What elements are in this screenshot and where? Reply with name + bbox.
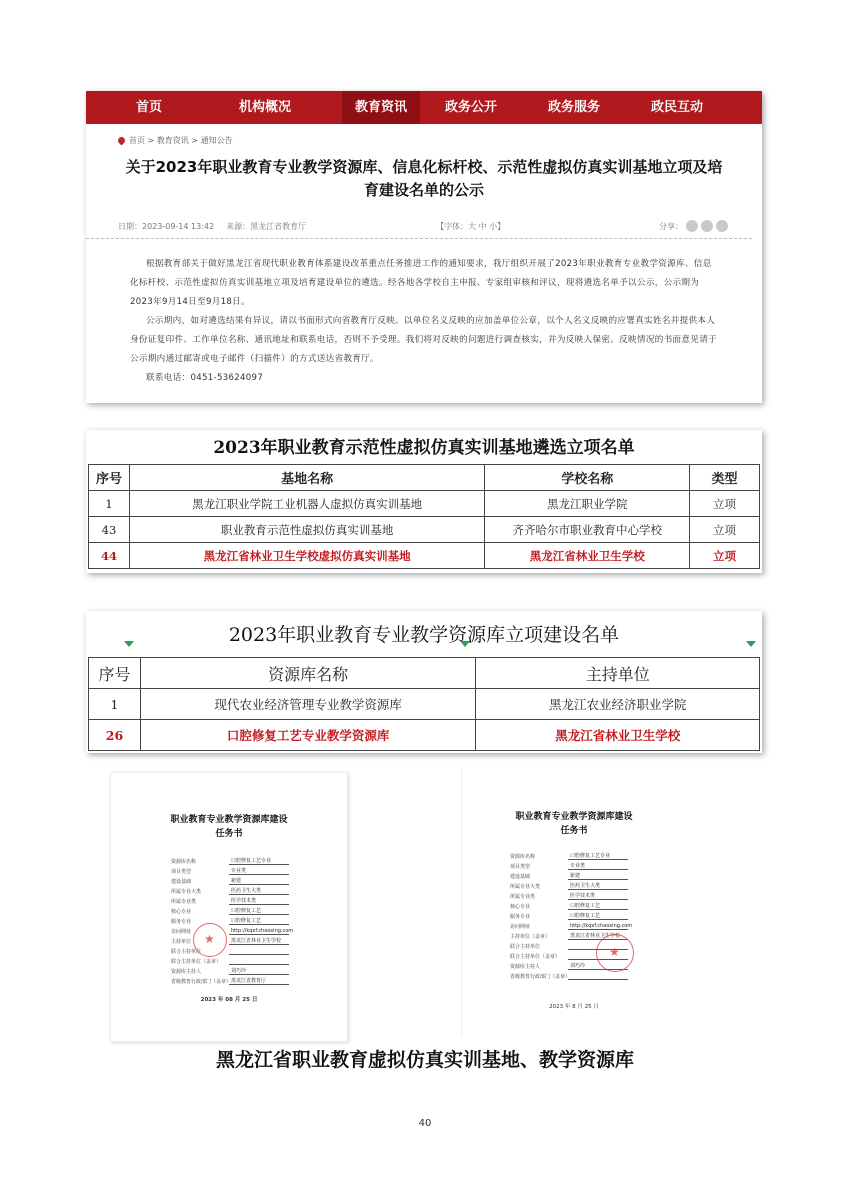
cell: 现代农业经济管理专业教学资源库: [140, 689, 475, 720]
share-icon-2[interactable]: [701, 220, 713, 232]
doc-field-label: 核心专业: [171, 909, 192, 915]
table-row: [89, 689, 760, 720]
doc-title: 职业教育专业教学资源库建设: [515, 812, 633, 822]
table-row-highlighted: [89, 720, 760, 751]
doc-field-label: 资源库主持人: [171, 969, 202, 975]
doc-field-value: 刘巧玲: [229, 967, 289, 975]
doc-field: [510, 970, 686, 980]
doc-field-value: 医药卫生大类: [229, 887, 289, 895]
doc-field: [171, 905, 347, 915]
doc-field: [510, 920, 686, 930]
cell: 黑龙江农业经济职业学院: [476, 689, 760, 720]
col-header: 学校名称: [485, 465, 690, 491]
figure-caption: 黑龙江省职业教育虚拟仿真实训基地、教学资源库: [215, 1049, 634, 1071]
breadcrumb-text[interactable]: 首页 > 教育资讯 > 通知公告: [129, 136, 233, 145]
doc-field-value: 黑龙江省教育厅: [229, 977, 289, 985]
cell: 44: [89, 543, 130, 569]
cell: 齐齐哈尔市职业教育中心学校: [485, 517, 690, 543]
doc-field-label: 访问网址: [171, 929, 192, 935]
doc-field: [171, 915, 347, 925]
doc-field-label: 资源库名称: [510, 854, 536, 860]
doc-field-label: 所属专业大类: [510, 884, 541, 890]
doc-field-value: [229, 964, 289, 965]
doc-field-label: 所属专业大类: [171, 889, 202, 895]
doc-field-label: 访问网址: [510, 924, 531, 930]
font-size-control[interactable]: 【字体：大 中 小】: [436, 221, 506, 231]
doc-field: [510, 890, 686, 900]
doc-field-value: 专业类: [568, 862, 628, 870]
task-document-left: [110, 772, 348, 1042]
doc-field-label: 建设基础: [510, 874, 531, 880]
doc-field: [171, 865, 347, 875]
cell: 黑龙江职业学院工业机器人虚拟仿真实训基地: [129, 491, 484, 517]
article-paragraph: 公示期内，如对遴选结果有异议，请以书面形式向省教育厅反映。以单位名义反映的应加盖单位公章，以个人名义反映的应署真实姓名并提供本人身份证复印件、工作单位名称、通讯地址和联系电话，否则不予受理。我们将对反映的问题进行调查核实，并为反映人保密。反映情况的书面意见请于公示期内通过邮寄或电子邮件（扫描件）的方式送达省教育厅。: [130, 316, 717, 364]
site-nav: [86, 91, 762, 124]
doc-fields: [462, 838, 686, 980]
doc-field: [171, 895, 347, 905]
doc-field: [510, 880, 686, 890]
doc-field-label: 项目类型: [510, 864, 531, 870]
doc-fields: [111, 841, 347, 985]
table-row: [89, 517, 760, 543]
doc-subtitle: 任务书: [560, 826, 588, 836]
doc-field-value: 新建: [229, 877, 289, 885]
cell: 黑龙江职业学院: [485, 491, 690, 517]
nav-home[interactable]: 首页: [136, 100, 163, 115]
table1: [88, 464, 760, 569]
doc-field-label: 主持单位（盖章）: [510, 934, 551, 940]
doc-field-value: 口腔修复工艺专业: [229, 857, 289, 865]
table-row: [89, 491, 760, 517]
nav-services[interactable]: 政务服务: [548, 100, 601, 115]
table-row-highlighted: [89, 543, 760, 569]
doc-field: [171, 875, 347, 885]
doc-field: [510, 860, 686, 870]
nav-news[interactable]: 教育资讯: [342, 91, 420, 124]
article-meta: [86, 202, 752, 239]
cell: 立项: [690, 491, 760, 517]
doc-field-value: 医学技术类: [568, 892, 628, 900]
doc-field-value: [229, 954, 289, 955]
doc-field: [171, 975, 347, 985]
table2-title-bar: [86, 611, 762, 657]
doc-field-value: 专业类: [229, 867, 289, 875]
doc-field-value: 医药卫生大类: [568, 882, 628, 890]
doc-field: [171, 885, 347, 895]
share-icon-1[interactable]: [686, 220, 698, 232]
cell: 26: [89, 720, 141, 751]
location-pin-icon: [117, 136, 127, 146]
doc-field-value: 刘巧玲: [568, 962, 628, 970]
col-header: 类型: [690, 465, 760, 491]
doc-field-value: http://kqxf.chaoxing.com: [231, 928, 294, 934]
page-number: 40: [418, 1118, 432, 1129]
article-contact: 联系电话：0451-53624097: [146, 373, 264, 383]
doc-field-label: 联合主持单位（盖章）: [510, 954, 561, 960]
task-document-right: [461, 766, 686, 1036]
article-source: 来源：黑龙江省教育厅: [226, 221, 307, 231]
cell: 职业教育示范性虚拟仿真实训基地: [129, 517, 484, 543]
article-body: [86, 239, 762, 388]
doc-field-label: 服务专业: [171, 919, 192, 925]
cell: 黑龙江省林业卫生学校: [485, 543, 690, 569]
doc-field-label: 核心专业: [510, 904, 531, 910]
col-header: 资源库名称: [140, 658, 475, 689]
doc-field: [510, 870, 686, 880]
doc-field-label: 所属专业类: [171, 899, 197, 905]
doc-field-label: 资源库主持人: [510, 964, 541, 970]
nav-public-affairs[interactable]: 政务公开: [445, 100, 498, 115]
doc-field-value: 黑龙江省林业卫生学校: [568, 932, 628, 940]
doc-field: [171, 955, 347, 965]
cell: 黑龙江省林业卫生学校: [476, 720, 760, 751]
article-date: 日期：2023-09-14 13:42: [118, 221, 215, 231]
doc-field: [171, 855, 347, 865]
doc-date: 2023 年 08 月 25 日: [200, 997, 258, 1003]
doc-field-value: 新建: [568, 872, 628, 880]
doc-field-value: 口腔修复工艺: [568, 902, 628, 910]
doc-field-label: 资源库名称: [171, 859, 197, 865]
doc-subtitle: 任务书: [215, 829, 243, 839]
doc-field: [510, 900, 686, 910]
col-header: 序号: [89, 658, 141, 689]
filter-arrow-icon[interactable]: [460, 641, 470, 647]
cell: 口腔修复工艺专业教学资源库: [140, 720, 475, 751]
cell: 立项: [690, 517, 760, 543]
doc-field-value: [568, 979, 628, 980]
doc-field: [510, 850, 686, 860]
doc-field-label: 联合主持单位: [510, 944, 541, 950]
doc-field-label: 省级教育行政部门（盖章）: [510, 974, 571, 980]
article-title: 关于2023年职业教育专业教学资源库、信息化标杆校、示范性虚拟仿真实训基地立项及培育建设名单的公示: [125, 158, 723, 199]
doc-field-label: 项目类型: [171, 869, 192, 875]
cell: 1: [89, 689, 141, 720]
cell: 43: [89, 517, 130, 543]
table2-header-row: [89, 658, 760, 689]
doc-field-value: 口腔修复工艺: [229, 907, 289, 915]
cell: 1: [89, 491, 130, 517]
table2: [88, 657, 760, 751]
doc-field-value: http://kqxf.chaoxing.com: [570, 923, 633, 929]
doc-field-label: 建设基础: [171, 879, 192, 885]
doc-field-label: 联合主持单位: [171, 949, 202, 955]
doc-field-label: 联合主持单位（盖章）: [171, 959, 222, 965]
doc-field-value: 口腔修复工艺: [229, 917, 289, 925]
share-icon-3[interactable]: [716, 220, 728, 232]
doc-field-label: 省级教育行政部门（盖章）: [171, 979, 232, 985]
doc-field-label: 服务专业: [510, 914, 531, 920]
doc-title: 职业教育专业教学资源库建设: [170, 815, 288, 825]
training-base-list: [86, 430, 762, 573]
doc-field-value: 口腔修复工艺专业: [568, 852, 628, 860]
table1-header-row: [89, 465, 760, 491]
table2-title: 2023年职业教育专业教学资源库立项建设名单: [228, 624, 620, 646]
doc-field: [510, 910, 686, 920]
nav-about[interactable]: 机构概况: [239, 100, 292, 115]
share-label: 分享：: [659, 221, 683, 231]
share-bar: [659, 220, 728, 232]
doc-field: [510, 930, 686, 940]
doc-field-value: 口腔修复工艺: [568, 912, 628, 920]
breadcrumb: [86, 124, 762, 146]
doc-date: 2023 年 8 月 25 日: [549, 1004, 599, 1010]
doc-field-value: 医学技术类: [229, 897, 289, 905]
filter-arrow-icon[interactable]: [124, 641, 134, 647]
col-header: 主持单位: [476, 658, 760, 689]
cell: 立项: [690, 543, 760, 569]
doc-field-value: 黑龙江省林业卫生学校: [229, 937, 289, 945]
doc-field: [171, 965, 347, 975]
official-seal-icon: ★: [193, 923, 227, 957]
col-header: 基地名称: [129, 465, 484, 491]
doc-field-label: 主持单位: [171, 939, 192, 945]
official-seal-icon: ★: [596, 934, 634, 972]
table1-title: 2023年职业教育示范性虚拟仿真实训基地遴选立项名单: [213, 438, 635, 458]
doc-field-label: 所属专业类: [510, 894, 536, 900]
article-paragraph: 根据教育部关于做好黑龙江省现代职业教育体系建设改革重点任务推进工作的通知要求，我厅组织开展了2023年职业教育专业教学资源库、信息化标杆校、示范性虚拟仿真实训基地立项及培育建设单位的遴选。经各地各学校自主申报、专家组审核和评议，现将遴选名单予以公示，公示期为2023年9月14日至9月18日。: [130, 259, 712, 307]
announcement-screenshot: [86, 91, 762, 403]
cell: 黑龙江省林业卫生学校虚拟仿真实训基地: [129, 543, 484, 569]
nav-interaction[interactable]: 政民互动: [651, 100, 704, 115]
col-header: 序号: [89, 465, 130, 491]
resource-library-list: [86, 611, 762, 753]
filter-arrow-icon[interactable]: [746, 641, 756, 647]
